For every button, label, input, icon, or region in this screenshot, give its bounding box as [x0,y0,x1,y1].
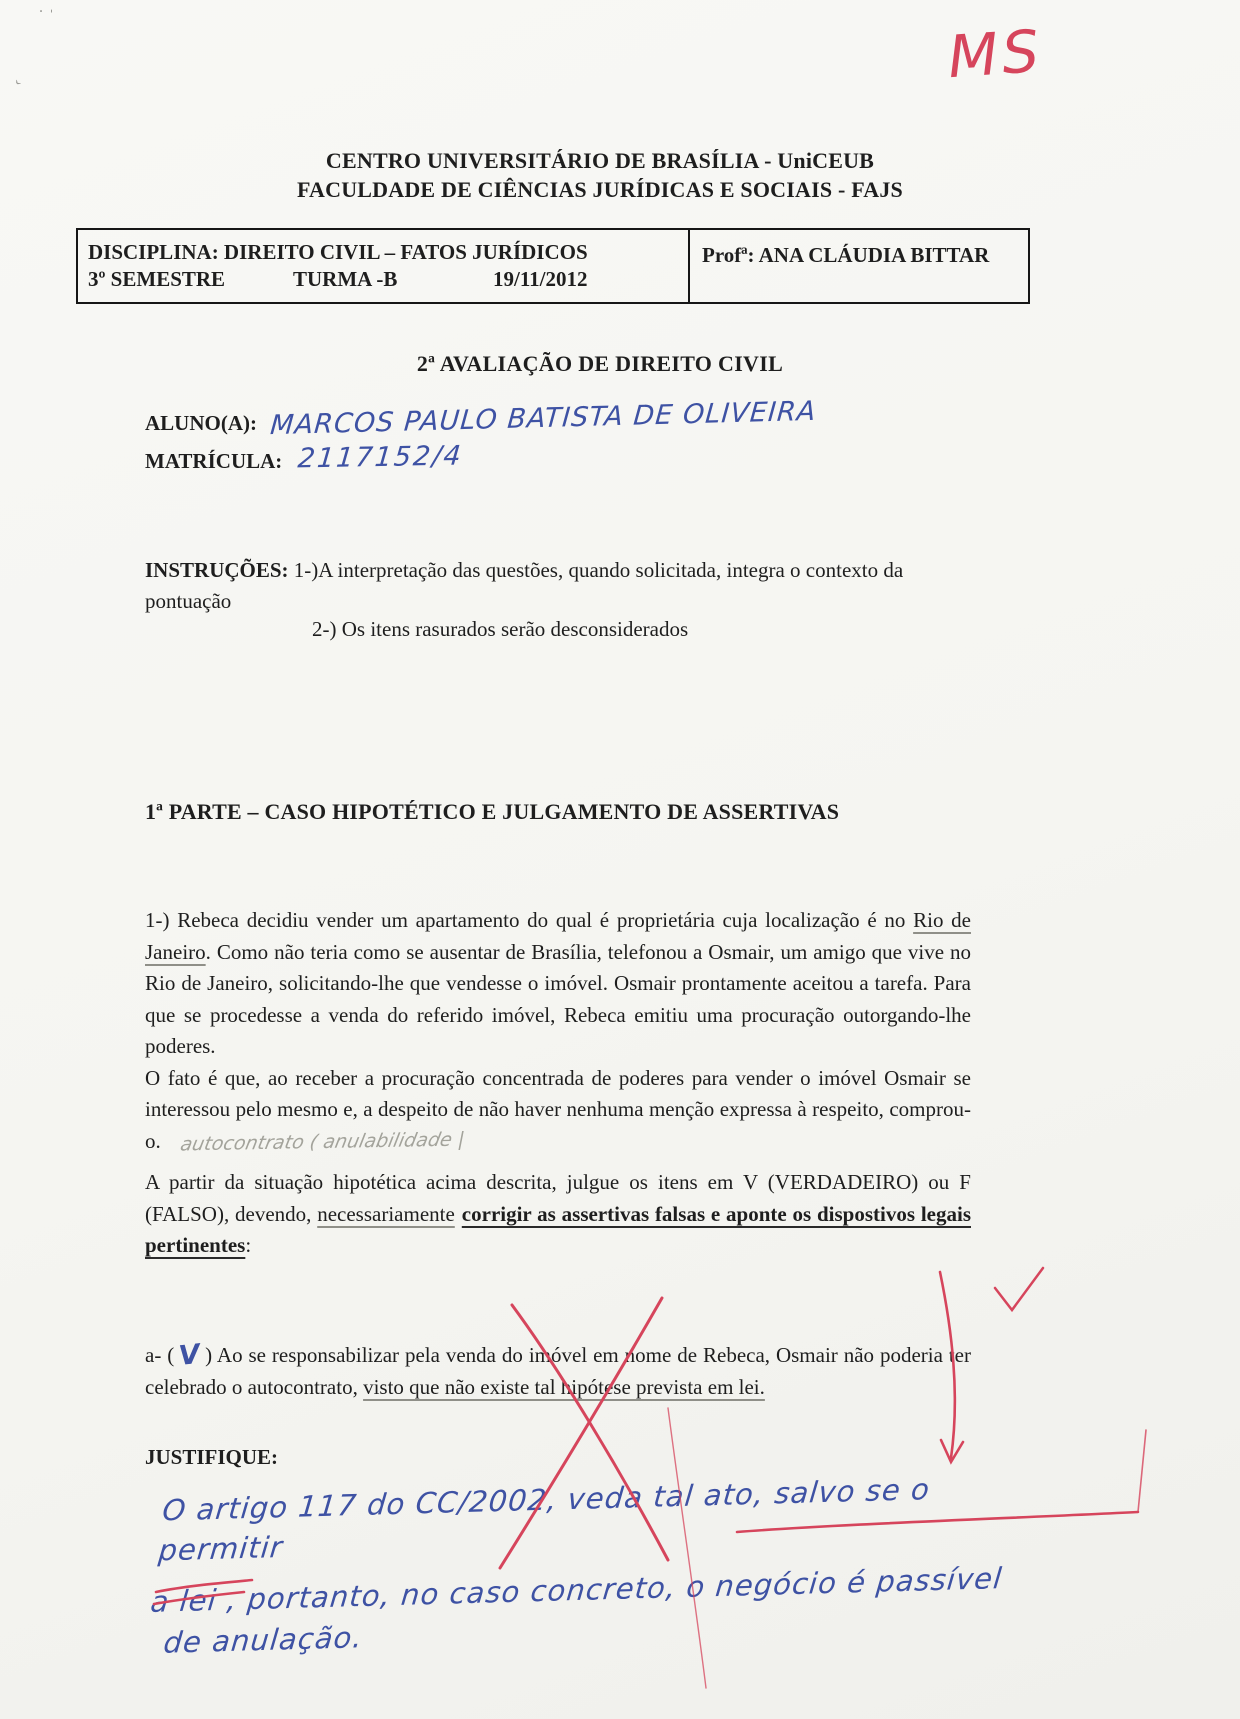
instructions-item2: 2-) Os itens rasurados serão desconsiderados [312,617,689,641]
university-name: CENTRO UNIVERSITÁRIO DE BRASÍLIA - UniCEUB [325,148,875,173]
instructions-block [145,555,985,617]
course-info-box [76,228,1030,304]
item-a-prefix: a- ( [145,1343,175,1367]
red-check-mark [995,1268,1043,1310]
text-segment: : [245,1233,252,1257]
student-name-label: ALUNO(A): [145,411,257,435]
question1-block [145,905,971,1262]
exam-title: 2ª AVALIAÇÃO DE DIREITO CIVIL [416,351,784,376]
class-group-label: TURMA -B [293,267,398,291]
student-name-handwritten: MARCOS PAULO BATISTA DE OLIVEIRA [269,395,818,442]
part1-heading: 1ª PARTE – CASO HIPOTÉTICO E JULGAMENTO DE ASSERTIVAS [145,799,840,824]
registration-label: MATRÍCULA: [145,449,283,473]
student-name-row [145,395,818,442]
answer-line-3: de anulação. [162,1620,365,1660]
text-segment: O fato é que, ao receber a procuração concentrada de poderes para vender o imóvel Osmair se interessou pelo mesmo e, a despeito de não haver nenhuma menção expressa à respeito, comprou-o. [145,1065,971,1153]
pencil-margin-note: autocontrato ( anulabilidade | [178,1128,467,1155]
professor-cell: Profª: ANA CLÁUDIA BITTAR [688,230,1028,302]
red-underline-elbow [1138,1430,1146,1512]
bold-underlined-instruction: corrigir as assertivas falsas e aponte os dispostivos legais pertinentes [145,1201,971,1257]
underlined-necessariamente: necessariamente [317,1201,455,1226]
handwritten-v-mark: V [177,1338,202,1373]
instructions-label: INSTRUÇÕES: [145,558,289,582]
registration-handwritten: 2117152/4 [296,440,465,475]
text-segment: A partir da situação hipotética acima descrita, julgue os itens em V (VERDADEIRO) ou F (FALSO), devendo, [145,1170,971,1226]
faculty-name: FACULDADE DE CIÊNCIAS JURÍDICAS E SOCIAIS - FAJS [297,177,903,202]
question1-paragraph2 [145,1063,971,1159]
handwritten-answer [149,1472,1052,1660]
text-segment: 1-) Rebeca decidiu vender um apartamento do qual é proprietária cuja localização é no [145,908,914,932]
registration-row [145,440,465,475]
item-a-suffix: ) Ao se responsabilizar pela venda do imóvel em nome de Rebeca, Osmair não poderia ter celebrado o autocontrato, [145,1343,971,1399]
answer-line-1: O artigo 117 do CC/2002, veda tal ato, salvo se o permitir [157,1472,932,1568]
red-arrow-head [941,1440,963,1462]
text-segment: . Como não teria como se ausentar de Brasília, telefonou a Osmair, um amigo que vive no Rio de Janeiro, solicitando-lhe que vendesse o imóvel. Osmair prontamente aceitou a tarefa. Para que se procedesse a venda do referido imóvel, Rebeca emitiu uma procuração outorgando-lhe poderes. [145,939,971,1058]
discipline-label: DISCIPLINA: DIREITO CIVIL – FATOS JURÍDICOS [88,240,588,264]
justify-label: JUSTIFIQUE: [145,1445,279,1469]
scan-artifact: ˬ [14,66,33,86]
scan-artifact: ˙ ˈ [38,6,55,26]
semester-label: 3º SEMESTRE [88,267,226,291]
exam-date: 19/11/2012 [493,267,588,291]
question1-paragraph1 [145,905,971,1063]
underlined-hypothesis-clause: visto que não existe tal hipótese prevista em lei. [363,1374,765,1399]
course-info-left-cell [78,230,688,302]
underlined-rio-de-janeiro: Rio de Janeiro [145,908,971,964]
question1-paragraph3 [145,1167,971,1262]
document-header [0,146,1200,204]
instructions-item1: 1-)A interpretação das questões, quando solicitada, integra o contexto da pontuação [145,558,904,613]
answer-line-2: a lei , portanto, no caso concreto, o negócio é passível [149,1561,1004,1619]
item-a-block [145,1338,971,1403]
semester-row [88,265,688,293]
grading-mark-ms: MS [945,16,1046,92]
